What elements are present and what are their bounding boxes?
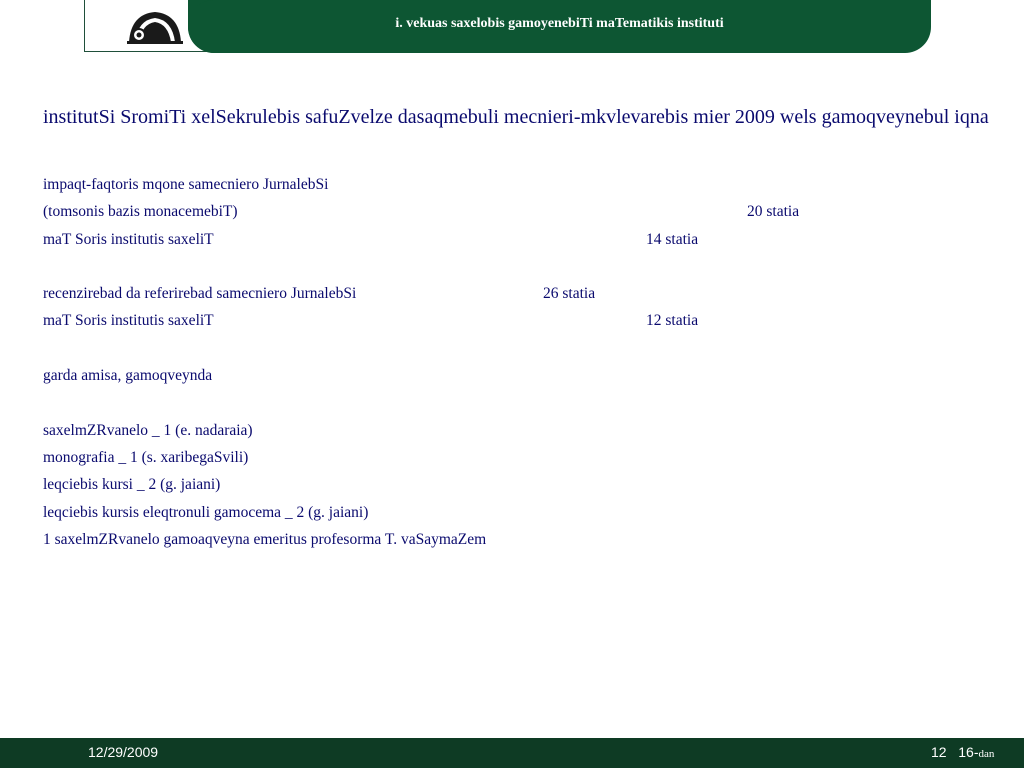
row-value: 14 statia	[646, 230, 699, 248]
header-title: i. vekuas saxelobis gamoyenebiTi maTematikis instituti	[395, 16, 724, 31]
slide-content	[43, 103, 1003, 553]
row-label: recenzirebad da referirebad samecniero JurnalebSi	[43, 285, 357, 303]
institute-logo-icon	[121, 8, 191, 46]
row-label: maT Soris institutis saxeliT	[43, 312, 214, 330]
page-number: 12	[931, 744, 947, 760]
row-value: 12 statia	[646, 312, 699, 330]
row-label: saxelmZRvanelo _ 1 (e. nadaraia)	[43, 421, 253, 439]
footer-bar	[0, 738, 1024, 768]
footer-date: 12/29/2009	[88, 744, 159, 760]
row-label: 1 saxelmZRvanelo gamoaqveyna emeritus profesorma T. vaSaymaZem	[43, 530, 487, 548]
total-pages: 16-	[958, 744, 979, 760]
total-pages-suffix: dan	[978, 748, 995, 760]
list-item	[43, 526, 1003, 553]
row-label: maT Soris institutis saxeliT	[43, 230, 214, 248]
list-item	[43, 444, 1003, 471]
list-item	[43, 171, 1003, 198]
footer-page-indicator	[931, 744, 994, 760]
row-label: leqciebis kursis eleqtronuli gamocema _ 2 (g. jaiani)	[43, 503, 369, 521]
row-label: leqciebis kursi _ 2 (g. jaiani)	[43, 476, 221, 494]
list-item	[43, 226, 1003, 253]
row-label: monografia _ 1 (s. xaribegaSvili)	[43, 448, 249, 466]
list-item	[43, 471, 1003, 498]
list-item	[43, 499, 1003, 526]
row-label: impaqt-faqtoris mqone samecniero JurnalebSi	[43, 176, 329, 193]
row-value: 20 statia	[747, 203, 800, 221]
list-item	[43, 417, 1003, 444]
list-item	[43, 362, 1003, 389]
list-item	[43, 198, 1003, 225]
row-label: garda amisa, gamoqveynda	[43, 367, 213, 385]
slide-heading: institutSi SromiTi xelSekrulebis safuZvelze dasaqmebuli mecnieri-mkvlevarebis mier 2009 wels gamoqveynebul iqna	[43, 106, 989, 128]
row-value: 26 statia	[543, 285, 596, 303]
list-item	[43, 307, 1003, 334]
list-item	[43, 280, 1003, 307]
row-label: (tomsonis bazis monacemebiT)	[43, 203, 238, 221]
